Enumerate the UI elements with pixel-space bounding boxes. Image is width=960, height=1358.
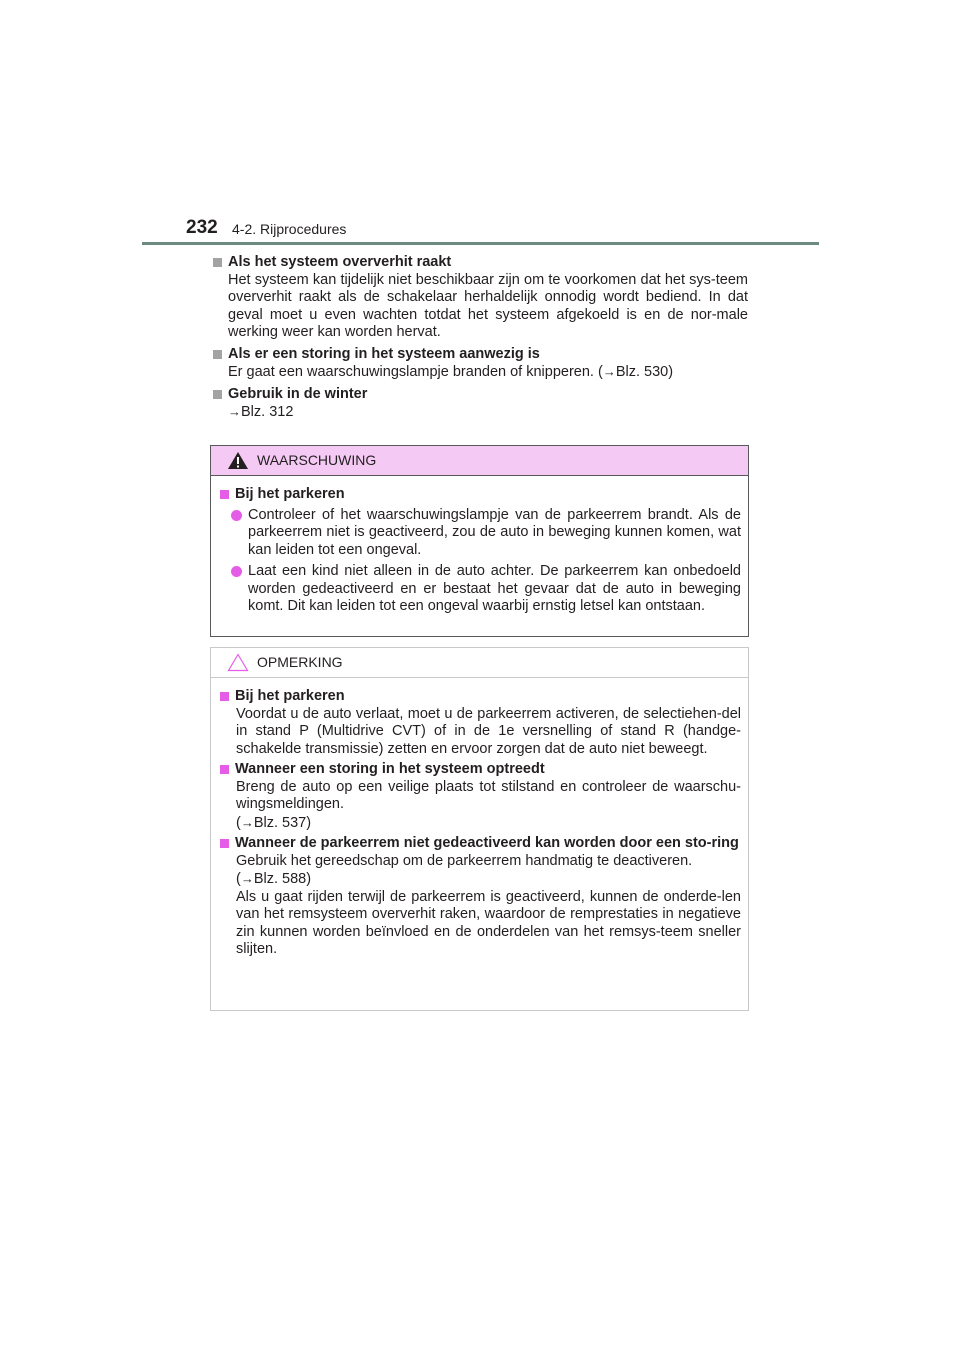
item-body: Breng de auto op een veilige plaats tot stilstand en controleer de waarschu-wingsmeldingen.: [236, 778, 741, 812]
page-reference-link[interactable]: Blz. 537): [253, 814, 312, 831]
arrow-icon: →: [240, 871, 254, 886]
list-item: [211, 254, 748, 342]
round-bullet-icon: [231, 566, 242, 577]
item-body: Het systeem kan tijdelijk niet beschikbaar zijn om te voorkomen dat het sys-teem oververhit raakt als de schakelaar herhaldelijk onnodig wordt bediend. In dat geval moet u even wachten totdat het systeem afgekoeld is en de nor-male werking weer kan worden hervat.: [228, 271, 748, 340]
page-reference-link[interactable]: Blz. 588): [253, 871, 312, 887]
list-item: [218, 563, 741, 616]
item-reference: [218, 814, 741, 833]
arrow-icon: →: [240, 814, 254, 830]
ref-prefix: (: [236, 871, 241, 887]
square-bullet-icon: [213, 258, 222, 267]
ref-prefix: (: [236, 814, 241, 831]
page-reference-link[interactable]: Blz. 312: [241, 404, 294, 420]
arrow-icon: →: [602, 364, 616, 379]
bullet-text: Laat een kind niet alleen in de auto achter. De parkeerrem kan onbedoeld worden gedeactiveerd en er bestaat het gevaar dat de auto in beweging komt. Dit kan leiden tot een ongeval waarbij ernstig letsel kan ontstaan.: [248, 563, 741, 614]
square-bullet-icon: [220, 839, 229, 848]
square-bullet-icon: [213, 350, 222, 359]
item-body: Gebruik het gereedschap om de parkeerrem handmatig te deactiveren.: [236, 852, 693, 869]
list-item: [211, 386, 748, 422]
warning-heading: Bij het parkeren: [235, 486, 345, 502]
header-rule: [142, 242, 819, 245]
page-number: 232: [186, 217, 218, 238]
list-item: [218, 835, 741, 959]
item-body: [211, 363, 748, 382]
item-title: Bij het parkeren: [235, 688, 345, 704]
item-body: Voordat u de auto verlaat, moet u de parkeerrem activeren, de selectiehen-del in stand P (Multidrive CVT) of in de 1e versnelling of stand R (handge-schakelde transmissie) zetten en ervoor zorgen dat de auto niet beweegt.: [236, 705, 741, 757]
warning-box: [210, 445, 749, 637]
note-box: [210, 647, 749, 1011]
square-bullet-icon: [220, 765, 229, 774]
warning-header: [211, 446, 748, 476]
warning-label: WAARSCHUWING: [257, 451, 377, 468]
item-body: Als u gaat rijden terwijl de parkeerrem is geactiveerd, kunnen de onderde-len van het remsysteem oververhit raken, waardoor de remprestaties in negatieve zin kunnen worden beïnvloed en de onderdelen van het remsys-teem sneller slijten.: [236, 888, 741, 957]
item-title: Als het systeem oververhit raakt: [228, 254, 452, 270]
list-item: [218, 688, 741, 758]
item-title: Gebruik in de winter: [228, 385, 368, 402]
section-title: 4-2. Rijprocedures: [232, 221, 347, 237]
main-content: [211, 254, 748, 426]
bullet-text: Controleer of het waarschuwingslampje van de parkeerrem brandt. Als de parkeerrem niet is geactiveerd, zou de auto in beweging kunnen komen, wat kan leiden tot een ongeval.: [248, 506, 741, 558]
item-title: Wanneer de parkeerrem niet gedeactiveerd kan worden door een sto-ring: [235, 835, 739, 851]
square-bullet-icon: [213, 390, 222, 399]
warning-triangle-icon: [227, 451, 249, 470]
caution-triangle-icon: [227, 653, 249, 672]
item-title: Wanneer een storing in het systeem optreedt: [235, 761, 545, 777]
round-bullet-icon: [231, 510, 242, 521]
square-bullet-icon: [220, 692, 229, 701]
note-header: [211, 648, 748, 678]
item-text: Er gaat een waarschuwingslampje branden of knipperen. (: [228, 364, 603, 380]
list-item: [218, 761, 741, 832]
item-body: [211, 403, 748, 422]
page-reference-link[interactable]: Blz. 530): [615, 364, 674, 380]
list-item: [211, 346, 748, 382]
note-label: OPMERKING: [257, 653, 343, 670]
arrow-icon: →: [228, 404, 241, 419]
item-title: Als er een storing in het systeem aanwezig is: [228, 345, 540, 362]
list-item: [218, 507, 741, 560]
item-reference: [218, 870, 741, 889]
square-bullet-icon: [220, 490, 229, 499]
